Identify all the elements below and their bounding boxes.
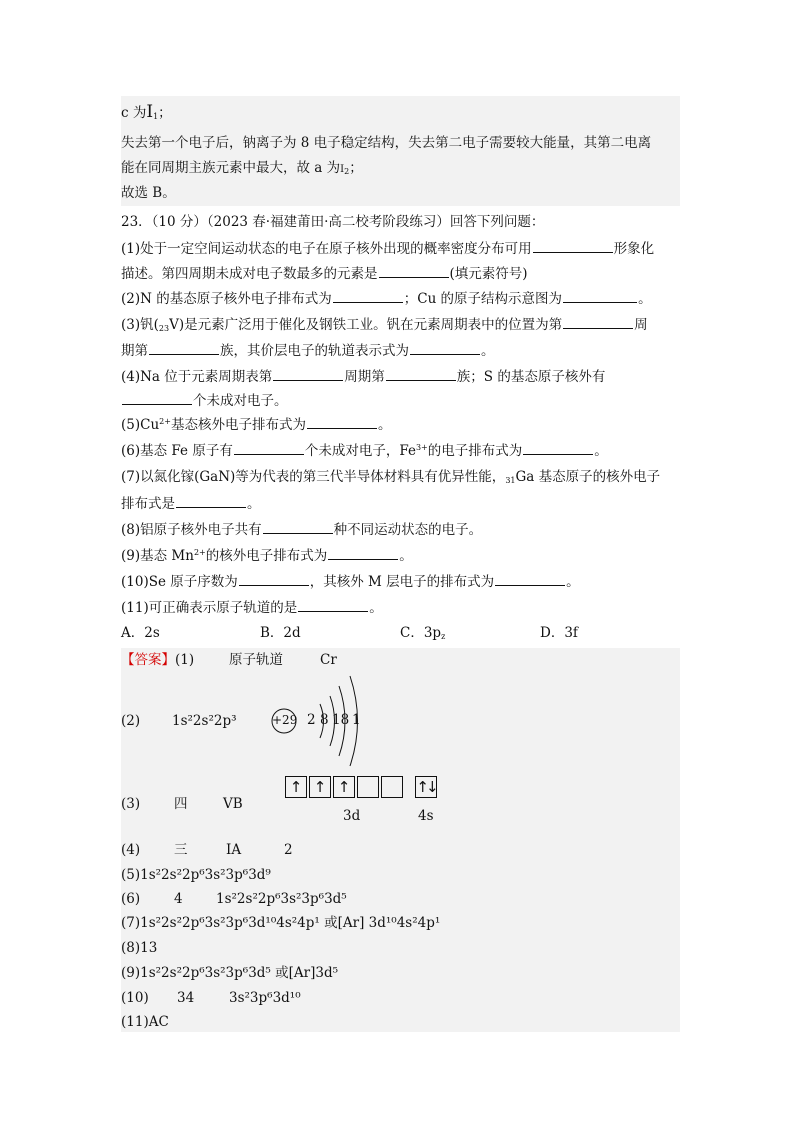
explanation-line-3: 能在同周期主族元素中最大，故 a 为$I_2$； — [121, 160, 363, 176]
q9-line: (9)基态 $Mn^{2+}$的核外电子排布式为 。 — [121, 548, 413, 564]
answer-3-value-2: ⅤB — [223, 796, 243, 812]
cu-nucleus-charge: +29 — [272, 713, 298, 727]
answer-9: (9)1s²2s²2p⁶3s²3p⁶3d⁵ 或[Ar]3d⁵ — [121, 965, 339, 981]
answer-6-value-2: 1s²2s²2p⁶3s²3p⁶3d⁵ — [216, 891, 347, 907]
orbital-3d-box-3: ↑ — [333, 776, 355, 798]
question-header: 23．（10 分）（2023 春·福建莆田·高二校考阶段练习）回答下列问题： — [121, 214, 545, 230]
cu-shell-4: 1 — [352, 712, 361, 728]
explanation-line-4: 故选 B。 — [121, 185, 176, 201]
answer-blank[interactable] — [563, 315, 633, 329]
answer-6-num: (6) — [121, 891, 141, 907]
answer-blank[interactable] — [234, 441, 304, 455]
answer-10-num: (10) — [121, 990, 149, 1006]
answer-blank[interactable] — [386, 367, 456, 381]
answer-blank[interactable] — [263, 520, 333, 534]
cu-shell-2: 8 — [320, 712, 329, 728]
answer-blank[interactable] — [328, 546, 398, 560]
q7-line-2: 排布式是 。 — [121, 496, 261, 512]
answer-blank[interactable] — [176, 494, 246, 508]
answer-7: (7)1s²2s²2p⁶3s²3p⁶3d¹⁰4s²4p¹ 或[Ar] 3d¹⁰4s²4p¹ — [121, 915, 441, 931]
answer-4-value-1: 三 — [174, 842, 188, 858]
q4-line-2: 个未成对电子。 — [121, 391, 288, 410]
answer-10-value-1: 34 — [177, 990, 195, 1006]
explanation-line-2: 失去第一个电子后，钠离子为 8 电子稳定结构，失去第二电子需要较大能量，其第二电离 — [121, 135, 652, 151]
answer-10-value-2: 3s²3p⁶3d¹⁰ — [229, 990, 301, 1006]
answer-blank[interactable] — [410, 341, 480, 355]
q6-line: (6)基态 Fe 原子有 个未成对电子，$Fe^{3+}$的电子排布式为 。 — [121, 443, 608, 459]
q1-line-1: (1)处于一定空间运动状态的电子在原子核外出现的概率密度分布可用 形象化 — [121, 241, 655, 257]
q4-line-1: (4)Na 位于元素周期表第 周期第 族；S 的基态原子核外有 — [121, 369, 606, 385]
answer-6-value-1: 4 — [174, 891, 183, 907]
orbital-3d-box-1: ↑ — [285, 776, 307, 798]
answer-blank[interactable] — [298, 598, 368, 612]
option-a[interactable]: A．2s — [121, 625, 160, 641]
orbital-4s-box: ↑↓ — [416, 778, 436, 796]
answer-row-1: 【答案】(1) — [121, 652, 195, 668]
explanation-line-1: c 为$I_1$； — [121, 102, 172, 122]
answer-2-num: (2) — [121, 713, 141, 729]
answer-blank[interactable] — [239, 572, 309, 586]
answer-3-value-1: 四 — [174, 796, 188, 812]
orbital-3d-box-4 — [357, 776, 379, 798]
answer-11: (11)AC — [121, 1014, 169, 1030]
answer-blank[interactable] — [149, 341, 219, 355]
orbital-3d-box-5 — [381, 776, 403, 798]
answer-blank[interactable] — [307, 415, 377, 429]
cu-shell-3: 18 — [332, 712, 350, 728]
answer-4-num: (4) — [121, 842, 141, 858]
q10-line: (10)Se 原子序数为 ，其核外 M 层电子的排布式为 。 — [121, 574, 580, 590]
answer-tag: 【答案】 — [121, 652, 175, 668]
q5-line: $(5)Cu^{2+}$基态核外电子排布式为 。 — [121, 417, 392, 433]
option-c[interactable]: C．$3p_z$ — [400, 625, 446, 641]
q7-line-1: (7)以氮化镓(GaN)等为代表的第三代半导体材料具有优异性能，$_{31}$Ga 基态原子的核外电子 — [121, 469, 661, 485]
q2-line: (2)N 的基态原子核外电子排布式为 ；Cu 的原子结构示意图为 。 — [121, 291, 652, 307]
orbital-label-3d: 3d — [343, 808, 361, 824]
answer-blank[interactable] — [122, 391, 192, 405]
answer-5: (5)1s²2s²2p⁶3s²3p⁶3d⁹ — [121, 867, 271, 883]
answer-2-config: 1s²2s²2p³ — [172, 713, 237, 729]
answer-blank[interactable] — [379, 264, 449, 278]
q11-line: (11)可正确表示原子轨道的是 。 — [121, 600, 383, 616]
answer-4-value-2: ⅠA — [226, 842, 242, 858]
q3-line-2: 期第 族，其价层电子的轨道表示式为 。 — [121, 343, 495, 359]
answer-1-value-2: Cr — [320, 652, 337, 668]
answer-blank[interactable] — [273, 367, 343, 381]
orbital-3d-box-2: ↑ — [309, 776, 331, 798]
answer-3-num: (3) — [121, 796, 141, 812]
cu-shell-1: 2 — [307, 712, 316, 728]
q1-line-2: 描述。第四周期未成对电子数最多的元素是 (填元素符号) — [121, 266, 528, 282]
answer-blank[interactable] — [523, 441, 593, 455]
answer-blank[interactable] — [533, 239, 613, 253]
answer-blank[interactable] — [333, 289, 403, 303]
answer-4-value-3: 2 — [284, 842, 293, 858]
option-d[interactable]: D．3f — [540, 625, 578, 641]
answer-blank[interactable] — [563, 289, 637, 303]
option-b[interactable]: B．2d — [260, 625, 301, 641]
orbital-label-4s: 4s — [418, 808, 434, 824]
answer-1-value-1: 原子轨道 — [229, 652, 283, 668]
answer-8: (8)13 — [121, 940, 158, 956]
q3-line-1: (3)钒$(_{23}V)$是元素广泛用于催化及钢铁工业。钒在元素周期表中的位置为第 周 — [121, 317, 648, 333]
q8-line: (8)铝原子核外电子共有 种不同运动状态的电子。 — [121, 522, 483, 538]
answer-blank[interactable] — [495, 572, 565, 586]
